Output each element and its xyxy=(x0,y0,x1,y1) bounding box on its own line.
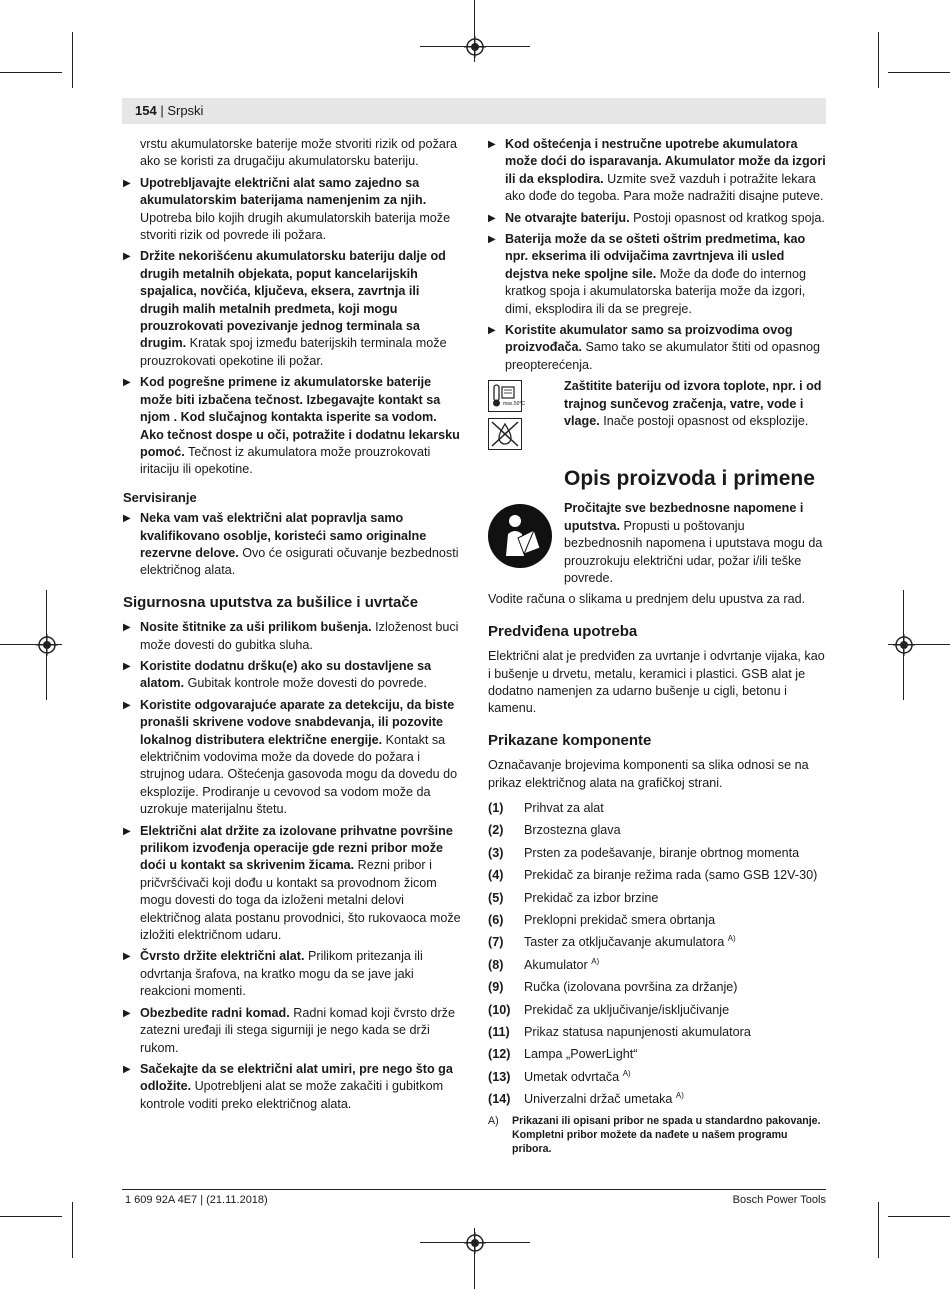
bullet-bold: Kod pogrešne primene iz akumulatorske baterije može biti izbačena tečnost. Izbegavajte kontakt sa njom . Kod slučajnog kontakta isperite sa vodom. Ako tečnost dospe u oči, potražite i dodatnu lekarsku pomoć. xyxy=(140,375,460,459)
bullet-bold: Obezbedite radni komad. xyxy=(140,1005,290,1020)
list-item xyxy=(488,800,826,817)
component-number: (7) xyxy=(488,935,504,950)
component-label: Ručka (izolovana površina za držanje) xyxy=(524,980,738,995)
bullet-item xyxy=(123,823,461,945)
bullet-bold: Sačekajte da se električni alat umiri, pre nego što ga odložite. xyxy=(140,1061,453,1094)
bullet-text: Radni komad koji čvrsto drže zatezni uređaji ili stega sigurniji je nego kada se drži rukom. xyxy=(140,1005,455,1055)
registration-mark-icon xyxy=(464,1232,486,1254)
components-intro: Označavanje brojevima komponenti sa slika odnosi se na prikaz električnog alata na grafičkoj strani. xyxy=(488,758,809,790)
list-item xyxy=(488,957,826,974)
product-description-heading: Opis proizvoda i primene xyxy=(564,467,815,491)
component-number: (13) xyxy=(488,1069,511,1084)
bullet-item xyxy=(123,510,461,580)
list-item xyxy=(488,822,826,839)
component-label: Taster za otključavanje akumulatora xyxy=(524,935,725,950)
list-item xyxy=(488,1069,826,1086)
footnote-text: Prikazani ili opisani pribor ne spada u standardno pakovanje. Kompletni pribor možete da nađete u našem programu pribora. xyxy=(512,1114,821,1155)
component-number: (12) xyxy=(488,1047,511,1062)
bullet-text: Prilikom pritezanja ili odvrtanja šrafova, na kratko mogu da se jave jaki reakcioni momenti. xyxy=(140,949,423,999)
bullet-text: Gubitak kontrole može dovesti do povrede. xyxy=(184,676,428,691)
footnote-ref: A) xyxy=(591,956,600,966)
bullet-text: Kontakt sa električnim vodovima može da dovede do požara i strujnog udara. Oštećenja gasovoda mogu da dovedu do eksplozije. Prodiranje u cevovod sa vodom može da uzrokuje materijalnu štetu. xyxy=(140,732,458,817)
footer-brand: Bosch Power Tools xyxy=(732,1194,826,1206)
read-instructions xyxy=(488,500,826,587)
page-number: 154 xyxy=(135,103,157,118)
footnote-mark: A) xyxy=(488,1114,499,1127)
component-number: (11) xyxy=(488,1025,510,1040)
list-item xyxy=(488,867,826,884)
components-list xyxy=(488,800,826,1109)
crop-mark xyxy=(888,1216,950,1217)
bullet-text: Postoji opasnost od kratkog spoja. xyxy=(629,210,825,225)
warning-icons xyxy=(488,380,526,456)
registration-mark-icon xyxy=(893,634,915,656)
max-temperature-label: max.50°C xyxy=(503,401,526,408)
component-number: (9) xyxy=(488,980,504,995)
component-number: (3) xyxy=(488,845,504,860)
crop-mark xyxy=(878,1202,879,1258)
components-heading: Prikazane komponente xyxy=(488,731,652,749)
bullet-text: Ovo će osigurati očuvanje bezbednosti električnog alata. xyxy=(140,545,459,578)
bullet-text: Samo tako se akumulator štiti od opasnog preopterećenja. xyxy=(505,340,820,372)
component-label: Preklopni prekidač smera obrtanja xyxy=(524,913,716,927)
component-label: Lampa „PowerLight“ xyxy=(524,1047,638,1062)
component-label: Prihvat za alat xyxy=(524,800,604,815)
drill-safety-heading: Sigurnosna uputstva za bušilice i uvrtače xyxy=(123,593,419,611)
component-label: Prekidač za izbor brzine xyxy=(524,890,659,905)
component-label: Prsten za podešavanje, biranje obrtnog momenta xyxy=(524,845,800,860)
images-note: Vodite računa o slikama u prednjem delu upustva za rad. xyxy=(488,592,806,607)
bullet-item xyxy=(123,658,461,693)
read-instructions-text: Propusti u poštovanju bezbednosnih napomena i uputstava mogu da prouzrokuju električni udar, požar i/ili teške povrede. xyxy=(564,518,823,585)
bullet-bold: Koristite odgovarajuće aparate za detekciju, da biste pronašli skrivene vodove snabdevanja, ili pozovite lokalnog distributera električne energije. xyxy=(140,697,455,747)
component-number: (8) xyxy=(488,957,504,972)
registration-mark-icon xyxy=(464,36,486,58)
list-item xyxy=(488,979,826,996)
bullet-item xyxy=(123,248,461,370)
component-label: Umetak odvrtača xyxy=(524,1069,620,1084)
bullet-text: Upotrebljeni alat se može zakačiti i gubitkom kontrole voditi preko električnog alata. xyxy=(140,1079,444,1111)
list-item xyxy=(488,845,826,862)
list-item xyxy=(488,912,826,929)
component-label: Prikaz statusa napunjenosti akumulatora xyxy=(524,1025,751,1040)
read-instructions-bold: Pročitajte sve bezbednosne napomene i uputstva. xyxy=(564,501,804,533)
list-item xyxy=(488,1091,826,1108)
crop-mark xyxy=(0,72,62,73)
list-item xyxy=(488,934,826,951)
crop-mark xyxy=(0,1216,62,1217)
bullet-bold: Koristite akumulator samo sa proizvodima ovog proizvođača. xyxy=(505,323,793,355)
footer-doc-number: 1 609 92A 4E7 | (21.11.2018) xyxy=(125,1194,268,1206)
crop-mark xyxy=(888,72,950,73)
crop-mark xyxy=(72,1202,73,1258)
right-column xyxy=(488,136,826,1156)
list-item xyxy=(488,1024,826,1041)
component-number: (2) xyxy=(488,823,504,838)
bullet-bold: Koristite dodatnu dršku(e) ako su dostavljene sa alatom. xyxy=(140,658,432,691)
bullet-bold: Kod oštećenja i nestručne upotrebe akumulatora može doći do isparavanja. Akumulator može da izgori ili da eksplodira. xyxy=(505,137,826,186)
intended-use-heading: Predviđena upotreba xyxy=(488,622,638,640)
bullet-item xyxy=(488,231,826,318)
bullet-bold: Čvrsto držite električni alat. xyxy=(140,949,305,964)
bullet-item xyxy=(123,948,461,1000)
heat-warning-bold: Zaštitite bateriju od izvora toplote, npr. i od trajnog sunčevog zračenja, vatre, vode i vlage. xyxy=(564,379,822,429)
header-separator: | xyxy=(156,103,168,118)
crop-mark xyxy=(72,32,73,88)
bullet-item xyxy=(488,322,826,374)
header-bar xyxy=(122,98,826,124)
component-number: (6) xyxy=(488,913,504,927)
bullet-bold: Nosite štitnike za uši prilikom bušenja. xyxy=(140,620,372,635)
bullet-item xyxy=(123,697,461,819)
list-item xyxy=(488,1046,826,1063)
bullet-bold: Držite nekorišćenu akumulatorsku bateriju dalje od drugih metalnih objekata, poput kancelarijskih spajalica, novčića, ključeva, eksera, zavrtnja ili drugih malih metalnih predmeta, koji mogu prouzrokovati povezivanje jednog terminala sa drugim. xyxy=(140,249,446,351)
bullet-bold: Baterija može da se ošteti oštrim predmetima, kao npr. ekserima ili odvijačima zavrtnjeva ili usled dejstva neke spoljne sile. xyxy=(505,232,806,281)
footnote xyxy=(488,1114,826,1156)
component-number: (1) xyxy=(488,800,504,815)
intended-use-text: Električni alat je predviđen za uvrtanje i odvrtanje vijaka, kao i bušenje u drvetu, metalu, keramici i plastici. GSB alat je dodatno namenjen za udarno bušenje u cigli, betonu i kamenu. xyxy=(488,649,825,716)
footnote-ref: A) xyxy=(727,934,736,944)
bullet-item xyxy=(123,175,461,245)
no-water-icon xyxy=(488,418,522,450)
bullet-bold: Ne otvarajte bateriju. xyxy=(505,210,630,225)
bullet-text: Rezni pribor i pričvršćivači koji dođu u kontakt sa provodnom žicom mogu dovesti do toga da izloženi metalni delovi električnog alata postanu provodnici, što rukovaoca može izložiti električnom udaru. xyxy=(140,858,461,943)
read-manual-icon xyxy=(488,504,552,568)
component-label: Prekidač za uključivanje/isključivanje xyxy=(524,1002,730,1017)
component-number: (4) xyxy=(488,868,504,883)
bullet-text: Uzmite svež vazduh i potražite lekara ako dođe do tegoba. Para može nadražiti disajne puteve. xyxy=(505,171,824,204)
footer-divider xyxy=(122,1189,826,1190)
bullet-item xyxy=(123,1061,461,1113)
registration-mark-icon xyxy=(36,634,58,656)
component-label: Prekidač za biranje režima rada (samo GSB 12V-30) xyxy=(524,868,818,883)
component-label: Univerzalni držač umetaka xyxy=(524,1092,673,1107)
bullet-text: Može da dođe do internog kratkog spoja i akumulatorska baterija može da izgori, dimi, eksplodira ili da se pregreje. xyxy=(505,266,807,316)
list-item xyxy=(488,890,826,907)
service-heading: Servisiranje xyxy=(123,489,197,505)
bullet-text: Tečnost iz akumulatora može prouzrokovati iritaciju ili opekotine. xyxy=(140,444,431,477)
bullet-text: Upotreba bilo kojih drugih akumulatorskih baterija može stvoriti rizik od povrede ili požara. xyxy=(140,210,451,243)
bullet-item xyxy=(123,374,461,478)
component-label: Brzostezna glava xyxy=(524,823,621,838)
intro-paragraph: vrstu akumulatorske baterije može stvoriti rizik od požara ako se koristi za drugačiju akumulatorsku bateriju. xyxy=(140,137,458,169)
component-number: (10) xyxy=(488,1002,511,1017)
list-item xyxy=(488,1002,826,1019)
left-column xyxy=(123,136,461,1117)
bullet-bold: Električni alat držite za izolovane prihvatne površine prilikom izvođenja operacije gde rezni pribor može doći u kontakt sa skrivenim žicama. xyxy=(140,823,453,873)
component-number: (14) xyxy=(488,1092,511,1107)
bullet-item xyxy=(488,210,826,227)
header-language: Srpski xyxy=(167,103,204,118)
bullet-text: Kratak spoj između baterijskih terminala može prouzrokovati opekotine ili požar. xyxy=(140,336,447,368)
crop-mark xyxy=(878,32,879,88)
bullet-item xyxy=(123,1005,461,1057)
heat-warning xyxy=(488,378,826,456)
component-label: Akumulator xyxy=(524,957,588,972)
bullet-item xyxy=(488,136,826,206)
footnote-ref: A) xyxy=(675,1091,684,1101)
bullet-item xyxy=(123,619,461,654)
footnote-ref: A) xyxy=(622,1068,631,1078)
heat-warning-text: Inače postoji opasnost od eksplozije. xyxy=(599,414,809,429)
bullet-text: Izloženost buci može dovesti do gubitka sluha. xyxy=(140,620,459,652)
page-header xyxy=(135,102,203,119)
bullet-bold: Upotrebljavajte električni alat samo zajedno sa akumulatorskim baterijama namenjenim za njih. xyxy=(140,175,427,208)
bullet-bold: Neka vam vaš električni alat popravlja samo kvalifikovano osoblje, koristeći samo originalne rezervne delove. xyxy=(140,511,427,560)
thermometer-icon xyxy=(488,380,526,412)
component-number: (5) xyxy=(488,890,504,905)
